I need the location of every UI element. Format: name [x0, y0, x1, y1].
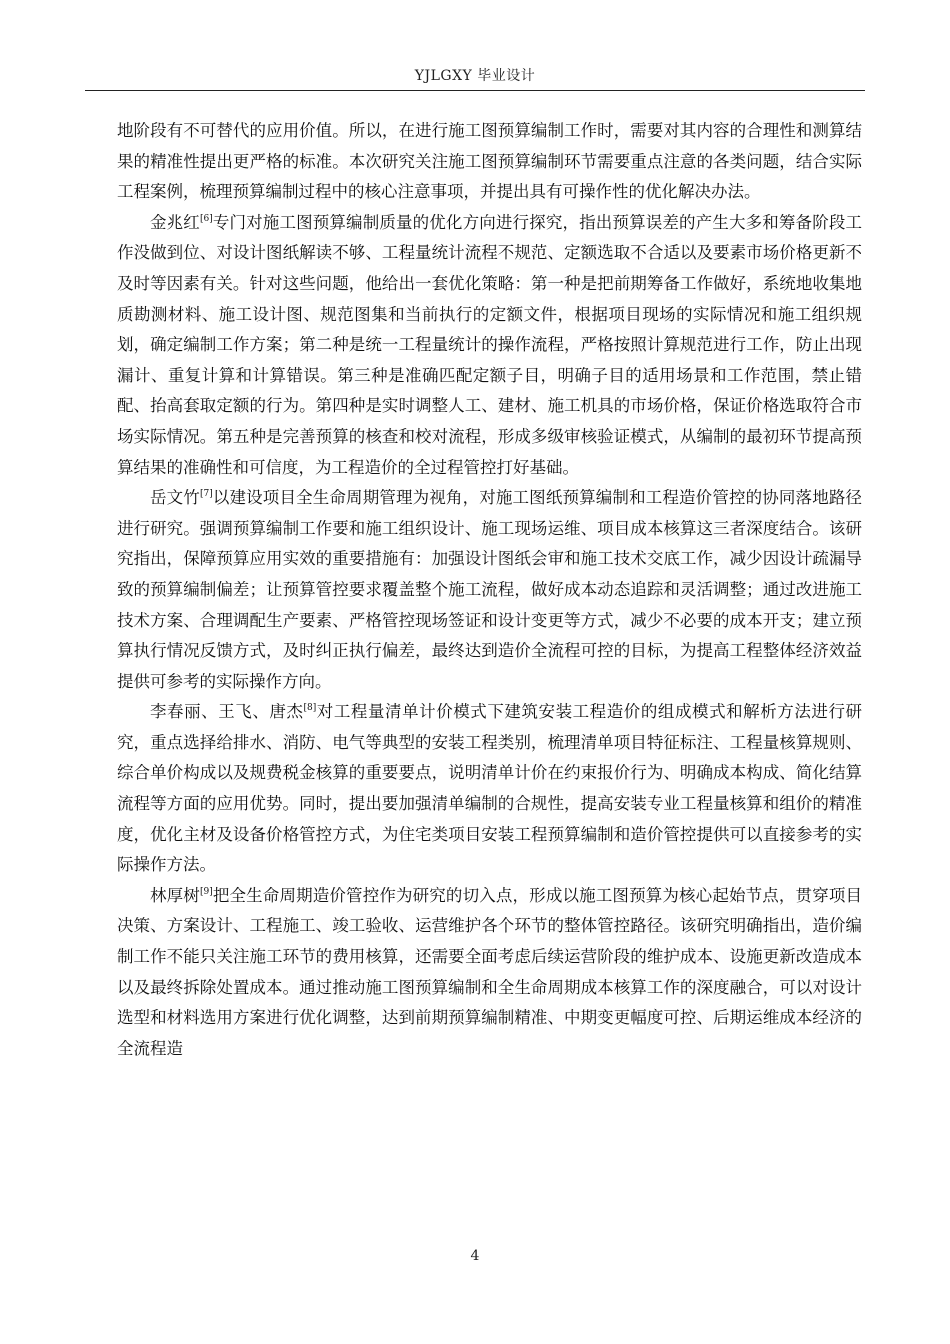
paragraph-author: 林厚树	[150, 885, 200, 905]
paragraph-author: 李春丽、王飞、唐杰	[150, 702, 304, 722]
paragraph-text: 对工程量清单计价模式下建筑安装工程造价的组成模式和解析方法进行研究，重点选择给排水、消防、电气等典型的安装工程类别，梳理清单项目特征标注、工程量核算规则、综合单价构成以及规费税金核算的重要要点，说明清单计价在约束报价行为、明确成本构成、简化结算流程等方面的应用优势。同时，提出要加强清单编制的合规性，提高安装专业工程量核算和组价的精准度，优化主材及设备价格管控方式，为住宅类项目安装工程预算编制和造价管控提供可以直接参考的实际操作方法。	[117, 702, 863, 875]
header-rule	[85, 90, 865, 91]
paragraph-author: 岳文竹	[150, 488, 200, 508]
page-number: 4	[470, 1248, 480, 1264]
paragraph-text: 以建设项目全生命周期管理为视角，对施工图纸预算编制和工程造价管控的协同落地路径进行研究。强调预算编制工作要和施工组织设计、施工现场运维、项目成本核算这三者深度结合。该研究指出，保障预算应用实效的重要措施有：加强设计图纸会审和施工技术交底工作，减少因设计疏漏导致的预算编制偏差；让预算管控要求覆盖整个施工流程，做好成本动态追踪和灵活调整；通过改进施工技术方案、合理调配生产要素、严格管控现场签证和设计变更等方式，减少不必要的成本开支；建立预算执行情况反馈方式，及时纠正执行偏差，最终达到造价全流程可控的目标，为提高工程整体经济效益提供可参考的实际操作方向。	[117, 488, 863, 691]
paragraph-author: 金兆红	[150, 212, 200, 232]
page-header: YJLGXY 毕业设计	[414, 68, 536, 84]
paragraph-text: 地阶段有不可替代的应用价值。所以，在进行施工图预算编制工作时，需要对其内容的合理性和测算结果的精准性提出更严格的标准。本次研究关注施工图预算编制环节需要重点注意的各类问题，结合实际工程案例，梳理预算编制过程中的核心注意事项，并提出具有可操作性的优化解决办法。	[117, 121, 862, 202]
paragraph-4	[117, 697, 862, 881]
citation-9: [9]	[199, 886, 213, 897]
paragraph-text: 把全生命周期造价管控作为研究的切入点，形成以施工图预算为核心起始节点，贯穿项目决策、方案设计、工程施工、竣工验收、运营维护各个环节的整体管控路径。该研究明确指出，造价编制工作不能只关注施工环节的费用核算，还需要全面考虑后续运营阶段的维护成本、设施更新改造成本以及最终拆除处置成本。通过推动施工图预算编制和全生命周期成本核算工作的深度融合，可以对设计选型和材料选用方案进行优化调整，达到前期预算编制精准、中期变更幅度可控、后期运维成本经济的全流程造	[117, 885, 863, 1058]
body-text	[117, 116, 862, 1064]
paragraph-2	[117, 208, 862, 483]
paragraph-5	[117, 881, 862, 1065]
paragraph-1	[117, 116, 862, 208]
citation-7: [7]	[199, 489, 213, 500]
citation-8: [8]	[303, 703, 317, 714]
paragraph-text: 专门对施工图预算编制质量的优化方向进行探究，指出预算误差的产生大多和筹备阶段工作没做到位、对设计图纸解读不够、工程量统计流程不规范、定额选取不合适以及要素市场价格更新不及时等因素有关。针对这些问题，他给出一套优化策略：第一种是把前期筹备工作做好，系统地收集地质勘测材料、施工设计图、规范图集和当前执行的定额文件，根据项目现场的实际情况和施工组织规划，确定编制工作方案；第二种是统一工程量统计的操作流程，严格按照计算规范进行工作，防止出现漏计、重复计算和计算错误。第三种是准确匹配定额子目，明确子目的适用场景和工作范围，禁止错配、抬高套取定额的行为。第四种是实时调整人工、建材、施工机具的市场价格，保证价格选取符合市场实际情况。第五种是完善预算的核查和校对流程，形成多级审核验证模式，从编制的最初环节提高预算结果的准确性和可信度，为工程造价的全过程管控打好基础。	[117, 212, 863, 477]
paragraph-3	[117, 483, 862, 697]
citation-6: [6]	[199, 213, 213, 224]
